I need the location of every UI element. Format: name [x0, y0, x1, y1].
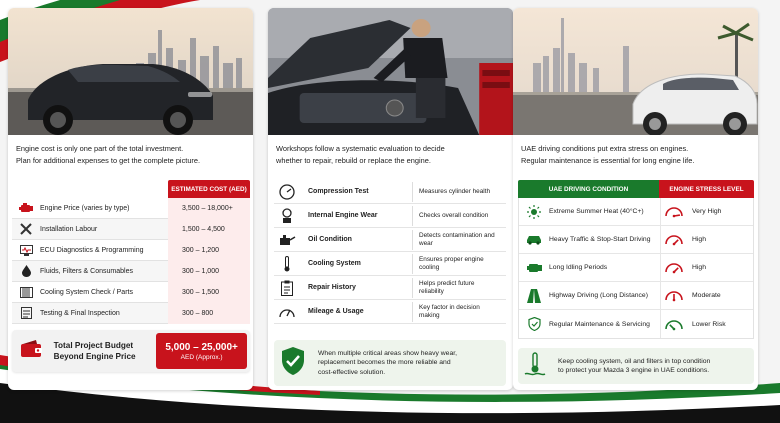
idle-engine-icon	[523, 262, 545, 273]
traffic-car-icon	[523, 234, 545, 245]
replacement-note	[274, 340, 506, 386]
tip-line: to protect your Mazda 3 engine in UAE conditions.	[558, 367, 710, 374]
table-row	[12, 282, 250, 303]
stress-gauge-icon	[660, 282, 686, 310]
coolant-thermometer-icon	[524, 352, 552, 381]
table-row	[12, 261, 250, 282]
wrench-screwdriver-icon	[16, 222, 36, 236]
evaluation-label: Internal Engine Wear	[308, 212, 378, 219]
cost-column-header: ESTIMATED COST (AED)	[168, 180, 250, 198]
cost-label: Installation Labour	[40, 225, 98, 233]
table-row	[12, 198, 250, 219]
evaluation-desc: Measures cylinder health	[412, 182, 496, 202]
table-row	[519, 310, 753, 338]
budget-value: 5,000 – 25,000+	[165, 341, 238, 353]
shield-check-icon	[523, 317, 545, 331]
stress-gauge-icon	[660, 310, 686, 338]
speedometer-icon	[274, 303, 300, 321]
oil-drop-icon	[16, 264, 36, 278]
stress-gauge-icon	[660, 254, 686, 282]
evaluation-desc: Detects contamination and wear	[412, 230, 496, 250]
tip-text	[558, 357, 748, 376]
table-row	[12, 303, 250, 324]
list-item	[274, 276, 506, 300]
evaluation-list	[274, 180, 506, 324]
total-budget-panel	[12, 330, 250, 372]
condition-label: Highway Driving (Long Distance)	[549, 292, 648, 299]
cost-value: 300 – 1,500	[168, 282, 250, 303]
cost-value: 3,500 – 18,000+	[168, 198, 250, 219]
list-item	[274, 204, 506, 228]
list-item	[274, 180, 506, 204]
maintenance-tip	[518, 348, 754, 384]
list-item	[274, 228, 506, 252]
stress-level: Very High	[692, 208, 722, 215]
evaluation-desc: Helps predict future reliability	[412, 278, 496, 298]
stress-column-header: ENGINE STRESS LEVEL	[659, 180, 754, 198]
condition-label: Extreme Summer Heat (40°C+)	[549, 208, 644, 215]
uae-conditions-card	[513, 8, 758, 390]
evaluation-label: Compression Test	[308, 188, 369, 195]
table-row	[519, 226, 753, 254]
stress-gauge-icon	[660, 226, 686, 254]
cost-label: ECU Diagnostics & Programming	[40, 246, 144, 254]
shield-check-icon	[280, 346, 310, 381]
engine-icon	[16, 201, 36, 215]
conditions-table-header	[518, 180, 754, 198]
condition-label: Heavy Traffic & Stop-Start Driving	[549, 236, 651, 243]
cost-label: Testing & Final Inspection	[40, 309, 120, 317]
engine-parts-icon	[274, 207, 300, 225]
intro-line: Plan for additional expenses to get the complete picture.	[16, 156, 201, 165]
list-item	[274, 252, 506, 276]
conditions-table	[518, 198, 754, 339]
budget-value-box	[156, 333, 247, 369]
cost-label: Cooling System Check / Parts	[40, 288, 133, 296]
cost-value: 300 – 800	[168, 303, 250, 324]
evaluation-label: Cooling System	[308, 260, 361, 267]
wallet-icon	[20, 340, 46, 363]
budget-label	[54, 340, 157, 362]
mechanic-photo	[268, 8, 513, 135]
table-row	[519, 282, 753, 310]
intro-line: Regular maintenance is essential for long engine life.	[521, 156, 695, 165]
stress-level: Lower Risk	[692, 320, 726, 328]
intro-line: Engine cost is only one part of the total investment.	[16, 144, 184, 153]
sun-icon	[523, 205, 545, 219]
table-row	[12, 219, 250, 240]
clipboard-icon	[274, 279, 300, 297]
thermometer-icon	[274, 255, 300, 273]
gauge-icon	[274, 183, 300, 201]
highway-icon	[523, 289, 545, 303]
note-line: cost-effective solution.	[318, 368, 386, 376]
note-text	[318, 349, 498, 378]
stress-level: High	[692, 264, 706, 271]
list-item	[274, 300, 506, 324]
cost-value: 300 – 1,000	[168, 261, 250, 282]
cost-table	[12, 198, 250, 324]
table-row	[519, 198, 753, 226]
cost-value: 1,500 – 4,500	[168, 219, 250, 240]
checklist-icon	[16, 306, 36, 320]
condition-label: Long Idling Periods	[549, 264, 608, 271]
cost-label: Fluids, Filters & Consumables	[40, 267, 133, 275]
evaluation-desc: Key factor in decision making	[412, 302, 496, 322]
intro-line: Workshops follow a systematic evaluation to decide	[276, 144, 445, 153]
table-row	[519, 254, 753, 282]
evaluation-intro	[276, 143, 506, 167]
car-skyline-photo	[8, 8, 253, 135]
condition-column-header: UAE DRIVING CONDITION	[518, 180, 659, 198]
note-line: replacement becomes the more reliable and	[318, 359, 451, 367]
white-car-dubai-photo	[513, 8, 758, 135]
budget-intro	[16, 143, 246, 167]
cost-value: 300 – 1,200	[168, 240, 250, 261]
stress-level: High	[692, 236, 706, 243]
table-row	[12, 240, 250, 261]
budget-label-line: Total Project Budget	[53, 341, 134, 350]
budget-label-line: Beyond Engine Price	[53, 352, 136, 361]
condition-label: Regular Maintenance & Servicing	[549, 320, 650, 328]
stress-level: Moderate	[692, 292, 721, 299]
uae-intro	[521, 143, 751, 167]
note-line: When multiple critical areas show heavy wear,	[318, 349, 458, 357]
evaluation-desc: Checks overall condition	[412, 206, 496, 226]
stress-gauge-icon	[660, 198, 686, 226]
intro-line: UAE driving conditions put extra stress on engines.	[521, 144, 689, 153]
budget-unit: AED (Approx.)	[180, 353, 223, 361]
radiator-icon	[16, 285, 36, 299]
tip-line: Keep cooling system, oil and filters in top condition	[558, 357, 711, 365]
cost-label: Engine Price (varies by type)	[40, 204, 130, 212]
intro-line: whether to repair, rebuild or replace the engine.	[276, 156, 431, 165]
evaluation-label: Mileage & Usage	[308, 308, 364, 315]
evaluation-desc: Ensures proper engine cooling	[412, 254, 496, 274]
evaluation-label: Repair History	[308, 284, 356, 291]
evaluation-card	[268, 8, 513, 390]
diagnostic-monitor-icon	[16, 243, 36, 257]
budget-card	[8, 8, 253, 390]
evaluation-label: Oil Condition	[308, 236, 352, 243]
oil-can-icon	[274, 231, 300, 249]
